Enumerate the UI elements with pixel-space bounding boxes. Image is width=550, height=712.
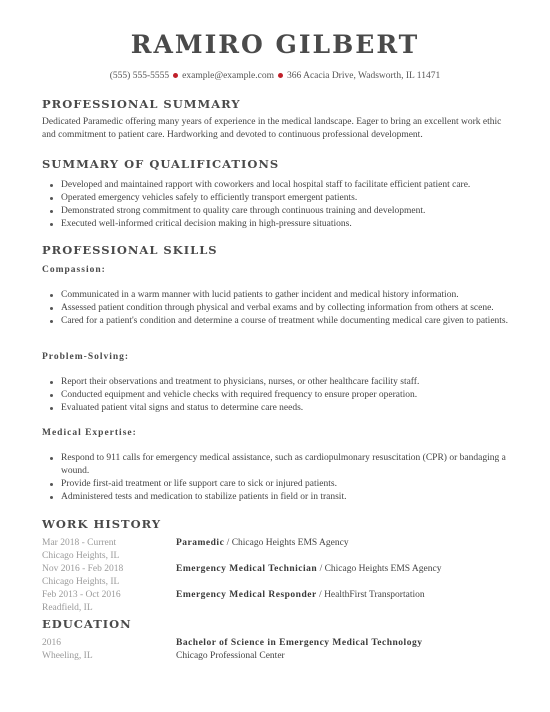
- job-detail: [176, 563, 508, 589]
- job-separator: /: [317, 564, 325, 574]
- skill-group: [42, 427, 508, 504]
- section-title: PROFESSIONAL SKILLS: [42, 243, 218, 257]
- list-item: Administered tests and medication to stabilize patients in field or in transit.: [50, 491, 508, 504]
- education-entry: [42, 637, 508, 663]
- skill-group: [42, 351, 508, 415]
- skill-group: [42, 264, 508, 328]
- list-item: Executed well-informed critical decision making in high-pressure situations.: [50, 218, 508, 231]
- education-detail: [176, 637, 508, 663]
- skills-section: [42, 243, 508, 257]
- separator-dot-icon: [278, 73, 283, 78]
- job-meta: [42, 563, 176, 589]
- skill-list: [42, 452, 508, 504]
- skill-list: [42, 289, 508, 328]
- list-item: Developed and maintained rapport with coworkers and local hospital staff to facilitate efficient patient care.: [50, 179, 508, 192]
- summary-section: [42, 97, 508, 142]
- education-section: [42, 617, 508, 631]
- job-dates: Mar 2018 - Current: [42, 538, 117, 548]
- list-item: Communicated in a warm manner with lucid patients to gather incident and medical history information.: [50, 289, 508, 302]
- job-entry: [42, 563, 508, 589]
- section-title: EDUCATION: [42, 617, 132, 631]
- education-meta: [42, 637, 176, 663]
- skill-group-heading: Compassion:: [42, 265, 106, 275]
- list-item: Report their observations and treatment to physicians, nurses, or other healthcare facility staff.: [50, 376, 508, 389]
- skill-list: [42, 376, 508, 415]
- education-year: 2016: [42, 638, 61, 648]
- section-title: WORK HISTORY: [42, 517, 162, 531]
- job-meta: [42, 537, 176, 563]
- work-section: [42, 517, 508, 531]
- separator-dot-icon: [173, 73, 178, 78]
- list-item: Evaluated patient vital signs and status to determine care needs.: [50, 402, 508, 415]
- job-meta: [42, 589, 176, 615]
- list-item: Demonstrated strong commitment to quality care through continuous training and development.: [50, 205, 508, 218]
- list-item: Cared for a patient's condition and determine a course of treatment while documenting medical care given to patients.: [50, 315, 508, 328]
- section-title: SUMMARY OF QUALIFICATIONS: [42, 157, 280, 171]
- address: 366 Acacia Drive, Wadsworth, IL 11471: [286, 71, 441, 81]
- job-entry: [42, 537, 508, 563]
- list-item: Operated emergency vehicles safely to efficiently transport emergent patients.: [50, 192, 508, 205]
- job-dates: Feb 2013 - Oct 2016: [42, 590, 121, 600]
- education-school: Chicago Professional Center: [176, 651, 285, 661]
- job-detail: [176, 589, 508, 615]
- list-item: Assessed patient condition through physical and verbal exams and by collecting information from others at scene.: [50, 302, 508, 315]
- candidate-name: RAMIRO GILBERT: [130, 30, 420, 59]
- job-employer: Chicago Heights EMS Agency: [324, 564, 442, 574]
- skill-group-heading: Problem-Solving:: [42, 352, 130, 362]
- job-location: Readfield, IL: [42, 603, 93, 613]
- section-title: PROFESSIONAL SUMMARY: [42, 97, 241, 111]
- email: example@example.com: [182, 71, 274, 81]
- job-separator: /: [316, 590, 325, 600]
- list-item: Respond to 911 calls for emergency medical assistance, such as cardiopulmonary resuscitation (CPR) or bandaging a wound.: [50, 452, 508, 478]
- job-detail: [176, 537, 508, 563]
- qualifications-section: [42, 157, 508, 231]
- phone: (555) 555-5555: [109, 71, 170, 81]
- qualifications-list: [42, 179, 508, 231]
- job-employer: Chicago Heights EMS Agency: [231, 538, 349, 548]
- job-entry: [42, 589, 508, 615]
- list-item: Conducted equipment and vehicle checks with required frequency to ensure proper operation.: [50, 389, 508, 402]
- job-location: Chicago Heights, IL: [42, 577, 120, 587]
- job-employer: HealthFirst Transportation: [324, 590, 425, 600]
- list-item: Provide first-aid treatment or life support care to sick or injured patients.: [50, 478, 508, 491]
- skill-group-heading: Medical Expertise:: [42, 428, 137, 438]
- summary-text: Dedicated Paramedic offering many years of experience in the medical landscape. Eager to bring an excellent work ethic and commitment to patient care. Hardworking and devoted to continuous professional development.: [42, 117, 502, 140]
- job-role: Emergency Medical Technician: [176, 564, 318, 574]
- job-role: Emergency Medical Responder: [176, 590, 317, 600]
- job-location: Chicago Heights, IL: [42, 551, 120, 561]
- contact-line: [42, 70, 508, 82]
- education-location: Wheeling, IL: [42, 651, 93, 661]
- job-role: Paramedic: [176, 538, 225, 548]
- job-dates: Nov 2016 - Feb 2018: [42, 564, 124, 574]
- education-degree: Bachelor of Science in Emergency Medical Technology: [176, 638, 423, 648]
- job-separator: /: [224, 538, 232, 548]
